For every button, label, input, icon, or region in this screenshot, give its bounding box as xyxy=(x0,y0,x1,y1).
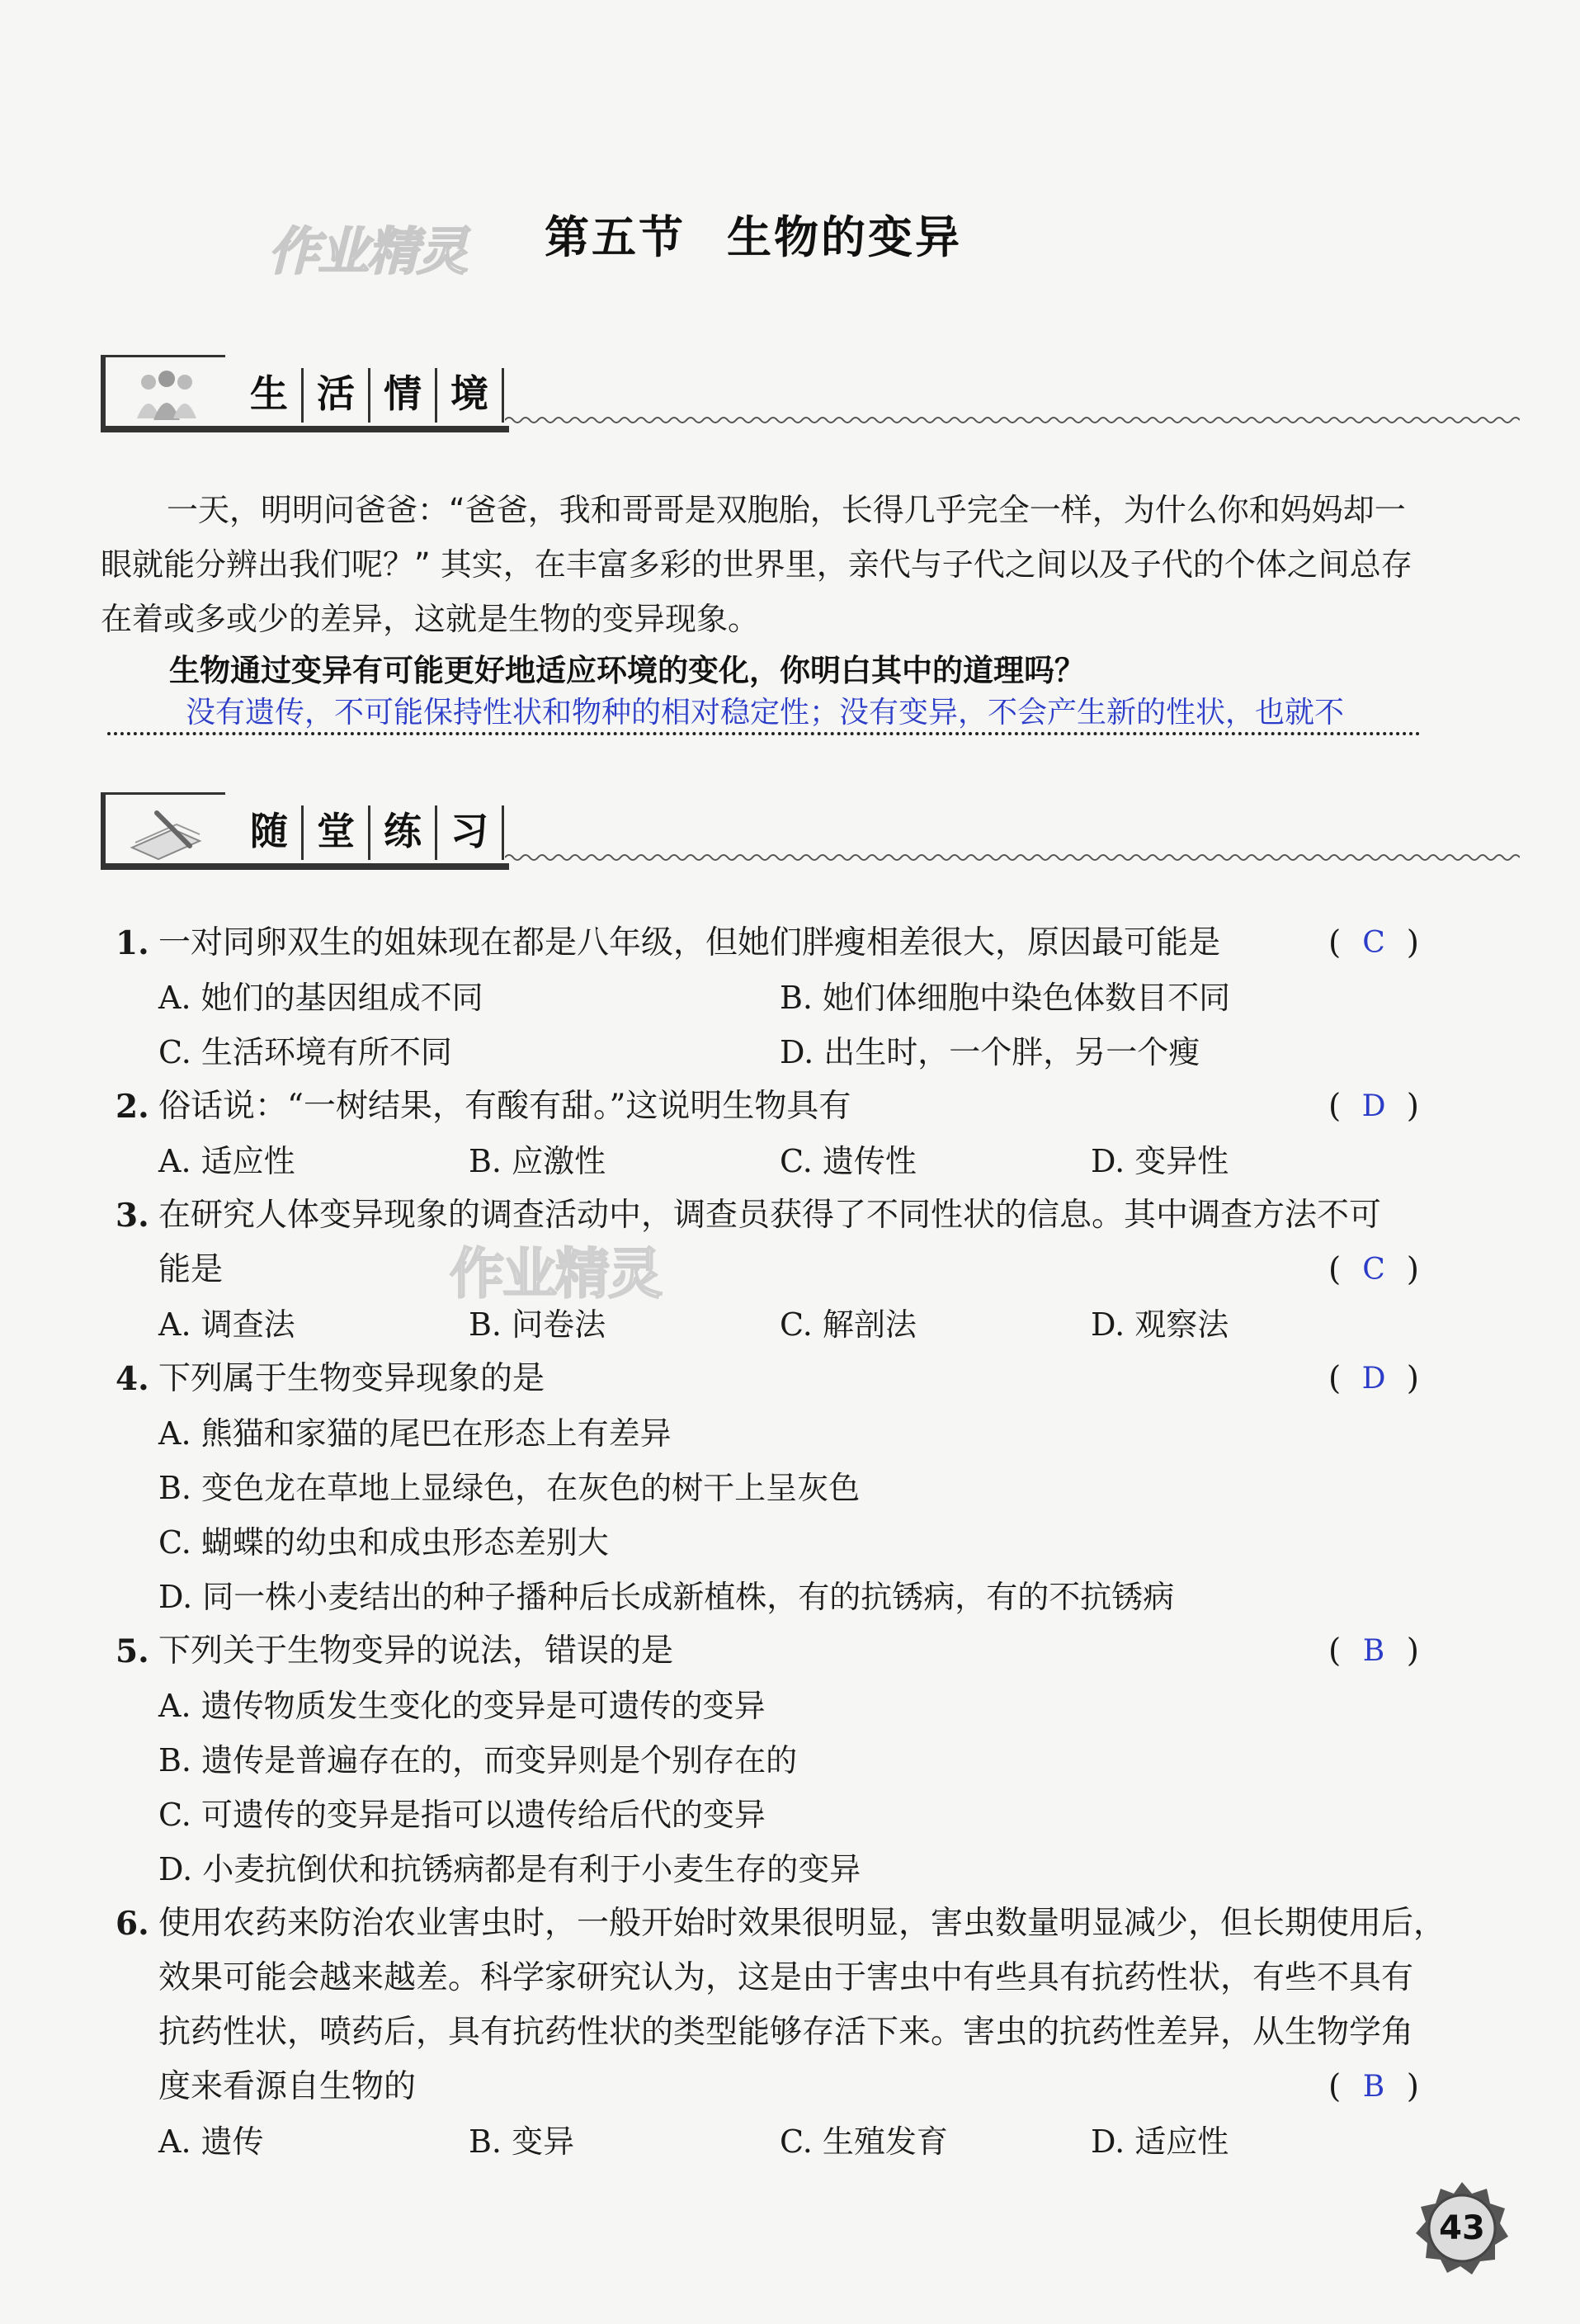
answer-letter: B xyxy=(1362,1634,1385,1668)
scenario-text: 一天，明明问爸爸：“爸爸，我和哥哥是双胞胎，长得几乎完全一样，为什么你和妈妈却一眼就能分辨出我们呢？” 其实，在丰富多彩的世界里，亲代与子代之间以及子代的个体之间总存在着或多或少的差异，这就是生物的变异现象。 xyxy=(101,492,1413,637)
answer-letter: C xyxy=(1362,926,1385,960)
answer-letter: D xyxy=(1361,1362,1386,1396)
title-part1: 第五节 xyxy=(545,210,686,263)
watermark-logo: 作业精灵 xyxy=(450,1242,661,1306)
question-list: 1. 一对同卵双生的姐妹现在都是八年级，但她们胖瘦相差很大，原因最可能是 ( C ) A. 她们的基因组成不同 B. 她们体细胞中染色体数目不同 C. 生活环境有所不同 D. 出生时，一个胖，另一个瘦 2. 俗话说：“一树结果，有酸有甜。”这说明生物具有 ( D ) A. 适应性 B. 应激性 C. 遗传性 D. 变异性 3. 在研究人体变异现象的调查活动中，调查员获得了不同性状的信息。其中调查方法不可 能是 ( C ) A. 调查法 B. 问卷法 C. 解剖法 D. 观察法 4. 下列属于生物变异现象的是 ( D ) A. 熊猫和家猫的尾巴在形态上有差异 B. 变色龙在草地上显绿色，在灰色的树干上呈灰色 C. 蝴蝶的幼虫和成虫形态差别大 D. 同一株小麦结出的种子播种后长成新植株，有的抗锈病，有的不抗锈病 5. 下列关于生物变异的说法，错误的是 ( B ) A. 遗传物质发生变化的变异是可遗传的变异 B. 遗传是普遍存在的，而变异则是个别存在的 C. 可遗传的变异是指可以遗传给后代的变异 D. 小麦抗倒伏和抗锈病都是有利于小麦生存的变异 6. 使用农药来防治农业害虫时，一般开始时效果很明显，害虫数量明显减少，但长期使用后， 效果可能会越来越差。科学家研究认为，这是由于害虫中有些具有抗药性状，有些不具有 抗药性状，喷药后，具有抗药性状的类型能够存活下来。害虫的抗药性差异，从生物学角 度来看源自生物的 ( B ) A. 遗传 B. 变异 C. 生殖发育 D. 适应性 xyxy=(116,916,1419,2169)
question-5: 5. 下列关于生物变异的说法，错误的是 ( B ) xyxy=(116,1624,1419,1679)
handwritten-answer: 没有遗传，不可能保持性状和物种的相对稳定性；没有变异，不会产生新的性状，也就不 xyxy=(186,696,1345,730)
question-6: 6. 使用农药来防治农业害虫时，一般开始时效果很明显，害虫数量明显减少，但长期使用后， xyxy=(116,1905,1446,1943)
pen-notebook-icon xyxy=(101,792,225,869)
section-title: 生 活 情 境 xyxy=(237,368,504,423)
options: A. 调查法 B. 问卷法 C. 解剖法 D. 观察法 xyxy=(158,1306,1229,1343)
page-number: 43 xyxy=(1439,2209,1485,2247)
answer-bracket: ( D ) xyxy=(1328,1352,1419,1406)
wave-divider xyxy=(505,414,1520,426)
question-3: 3. 在研究人体变异现象的调查活动中，调查员获得了不同性状的信息。其中调查方法不可 xyxy=(116,1197,1382,1235)
option: C. 蝴蝶的幼虫和成虫形态差别大 xyxy=(158,1524,609,1561)
scenario-question: 生物通过变异有可能更好地适应环境的变化，你明白其中的道理吗？ xyxy=(169,653,1085,688)
wave-divider xyxy=(505,852,1520,863)
answer-bracket: ( C ) xyxy=(1328,1243,1419,1297)
page-title xyxy=(545,202,962,266)
answer-bracket: ( D ) xyxy=(1328,1079,1419,1134)
answer-bracket: ( B ) xyxy=(1328,2060,1419,2114)
option: D. 同一株小麦结出的种子播种后长成新植株，有的抗锈病，有的不抗锈病 xyxy=(158,1579,1175,1615)
option: B. 变色龙在草地上显绿色，在灰色的树干上呈灰色 xyxy=(158,1470,861,1506)
option: D. 小麦抗倒伏和抗锈病都是有利于小麦生存的变异 xyxy=(158,1851,861,1887)
options: A. 她们的基因组成不同 B. 她们体细胞中染色体数目不同 xyxy=(158,980,1231,1016)
answer-bracket: ( B ) xyxy=(1328,1624,1419,1679)
question-1: 1. 一对同卵双生的姐妹现在都是八年级，但她们胖瘦相差很大，原因最可能是 ( C ) xyxy=(116,916,1419,971)
options: A. 遗传 B. 变异 C. 生殖发育 D. 适应性 xyxy=(158,2123,1229,2160)
page-number-badge xyxy=(1413,2179,1512,2278)
section-header-life-scenario xyxy=(101,355,1421,433)
people-icon xyxy=(101,355,225,432)
question-2: 2. 俗话说：“一树结果，有酸有甜。”这说明生物具有 ( D ) xyxy=(116,1079,1419,1134)
answer-line xyxy=(107,689,1421,735)
option: C. 可遗传的变异是指可以遗传给后代的变异 xyxy=(158,1797,766,1833)
watermark-logo: 作业精灵 xyxy=(268,221,467,281)
options: C. 生活环境有所不同 D. 出生时，一个胖，另一个瘦 xyxy=(158,1034,1200,1070)
title-part2: 生物的变异 xyxy=(727,210,962,263)
answer-bracket: ( C ) xyxy=(1328,916,1419,971)
option: A. 遗传物质发生变化的变异是可遗传的变异 xyxy=(158,1688,766,1724)
options: A. 适应性 B. 应激性 C. 遗传性 D. 变异性 xyxy=(158,1143,1229,1179)
question-4: 4. 下列属于生物变异现象的是 ( D ) xyxy=(116,1352,1419,1406)
option: B. 遗传是普遍存在的，而变异则是个别存在的 xyxy=(158,1742,798,1778)
section-title: 随 堂 练 习 xyxy=(237,805,504,860)
title-area xyxy=(239,194,1064,285)
answer-letter: C xyxy=(1362,1253,1385,1287)
section-header-class-practice xyxy=(101,792,1421,871)
answer-letter: B xyxy=(1362,2070,1385,2104)
option: A. 熊猫和家猫的尾巴在形态上有差异 xyxy=(158,1415,672,1452)
answer-letter: D xyxy=(1361,1089,1386,1123)
